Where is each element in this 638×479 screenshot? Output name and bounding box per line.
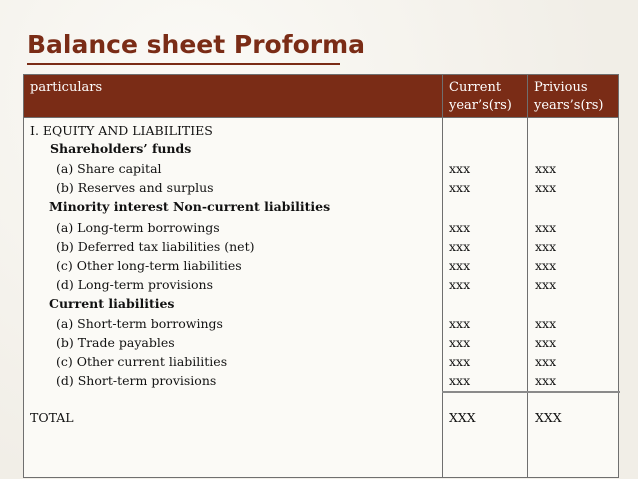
table-header [24, 75, 618, 117]
row-current-value: xxx [449, 161, 471, 176]
row-previous-value: xxx [535, 258, 557, 273]
row-previous-value: xxx [535, 354, 557, 369]
row-label: (b) Deferred tax liabilities (net) [56, 239, 255, 254]
row-current-value: xxx [449, 277, 471, 292]
row-label: (b) Trade payables [56, 335, 175, 350]
row-current-value: xxx [449, 220, 471, 235]
header-current-line2: year’s(rs) [449, 98, 512, 113]
total-separator [442, 391, 620, 393]
column-divider [527, 75, 528, 477]
row-current-value: xxx [449, 316, 471, 331]
row-label: (a) Long-term borrowings [56, 220, 220, 235]
row-label: (b) Reserves and surplus [56, 180, 214, 195]
header-previous-line2: years’s(rs) [534, 98, 604, 113]
row-previous-value: xxx [535, 373, 557, 388]
row-current-value: xxx [449, 335, 471, 350]
row-label: (d) Long-term provisions [56, 277, 214, 292]
row-current-value: xxx [449, 239, 471, 254]
section-heading: I. EQUITY AND LIABILITIES [30, 123, 213, 138]
title-underline [27, 63, 340, 65]
header-particulars: particulars [30, 80, 103, 95]
row-label: (c) Other long-term liabilities [56, 258, 242, 273]
subsection-heading: Minority interest Non-current liabilities [49, 199, 331, 214]
header-current-year [449, 79, 527, 115]
row-current-value: xxx [449, 258, 471, 273]
row-label: (a) Share capital [56, 161, 162, 176]
header-previous-year [534, 79, 618, 115]
page-title: Balance sheet Proforma [27, 30, 366, 59]
header-divider [24, 117, 618, 118]
subsection-heading: Shareholders’ funds [50, 141, 192, 156]
subsection-heading: Current liabilities [49, 296, 175, 311]
row-previous-value: xxx [535, 220, 557, 235]
row-previous-value: xxx [535, 161, 557, 176]
row-previous-value: xxx [535, 239, 557, 254]
row-previous-value: xxx [535, 277, 557, 292]
row-previous-value: xxx [535, 316, 557, 331]
row-previous-value: xxx [535, 335, 557, 350]
row-current-value: xxx [449, 180, 471, 195]
total-label: TOTAL [30, 410, 74, 425]
total-previous-value: XXX [535, 410, 562, 425]
row-label: (a) Short-term borrowings [56, 316, 223, 331]
balance-sheet-table [23, 74, 619, 478]
column-divider [442, 75, 443, 477]
row-current-value: xxx [449, 373, 471, 388]
row-previous-value: xxx [535, 180, 557, 195]
header-current-line1: Current [449, 80, 502, 95]
row-current-value: xxx [449, 354, 471, 369]
header-previous-line1: Privious [534, 80, 588, 95]
row-label: (c) Other current liabilities [56, 354, 228, 369]
row-label: (d) Short-term provisions [56, 373, 217, 388]
total-current-value: XXX [449, 410, 476, 425]
